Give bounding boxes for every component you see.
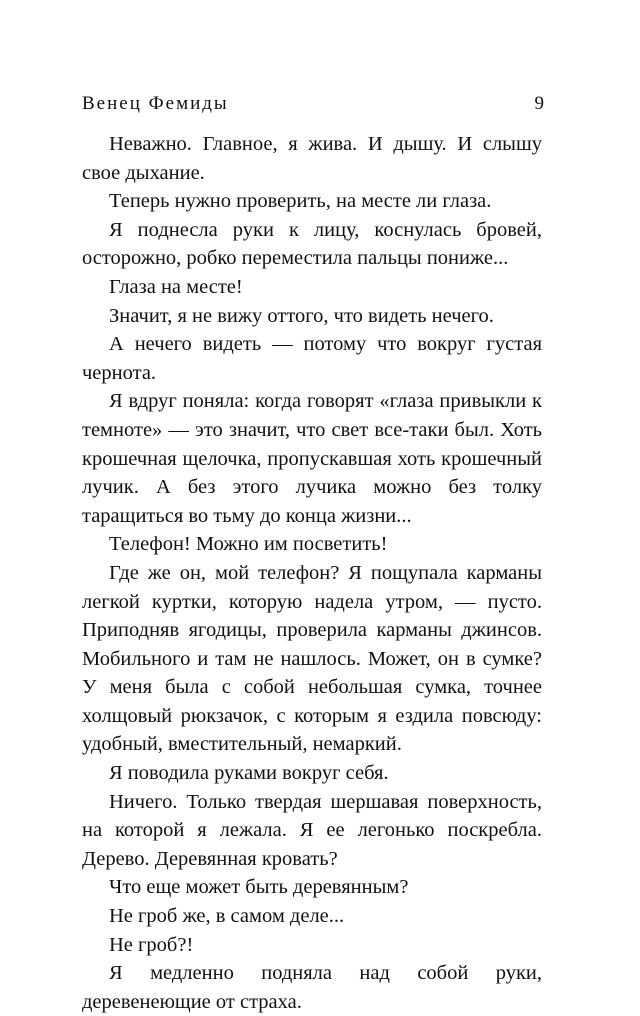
paragraph: Неважно. Главное, я жива. И дышу. И слышу свое дыхание. bbox=[82, 133, 542, 184]
book-title: Венец Фемиды bbox=[82, 93, 229, 114]
paragraph: А нечего видеть — потому что вокруг густая чернота. bbox=[82, 333, 542, 384]
paragraph: Глаза на месте! bbox=[109, 275, 243, 298]
page-number: 9 bbox=[534, 93, 544, 114]
paragraph: Теперь нужно проверить, на месте ли глаза. bbox=[109, 190, 492, 213]
paragraph: Я медленно подняла над собой руки, деревенеющие от страха. bbox=[82, 962, 542, 1013]
paragraph: Значит, я не вижу оттого, что видеть нечего. bbox=[109, 304, 494, 327]
running-head bbox=[82, 91, 544, 117]
paragraph: Я вдруг поняла: когда говорят «глаза привыкли к темноте» — это значит, что свет все-таки был. Хоть крошечная щелочка, пропускавшая хоть крошечный лучик. А без этого лучика можно без толку таращиться во тьму до конца жизни... bbox=[82, 390, 542, 527]
paragraph: Я поводила руками вокруг себя. bbox=[109, 762, 389, 785]
body-text bbox=[82, 130, 542, 1016]
paragraph: Я поднесла руки к лицу, коснулась бровей, осторожно, робко переместила пальцы пониже... bbox=[82, 218, 542, 270]
paragraph: Не гроб же, в самом деле... bbox=[109, 905, 345, 928]
paragraph: Телефон! Можно им посветить! bbox=[109, 533, 388, 556]
paragraph: Не гроб?! bbox=[109, 933, 194, 956]
paragraph: Ничего. Только твердая шершавая поверхность, на которой я лежала. Я ее легонько поскребла. Дерево. Деревянная кровать? bbox=[82, 790, 542, 870]
paragraph: Где же он, мой телефон? Я пощупала карманы легкой куртки, которую надела утром, — пусто. Приподняв ягодицы, проверила карманы джинсов. Мобильного и там не нашлось. Может, он в сумке? У меня была с собой небольшая сумка, точнее холщовый рюкзачок, с которым я ездила повсюду: удобный, вместительный, немаркий. bbox=[82, 561, 542, 756]
paragraph: Что еще может быть деревянным? bbox=[109, 876, 409, 899]
